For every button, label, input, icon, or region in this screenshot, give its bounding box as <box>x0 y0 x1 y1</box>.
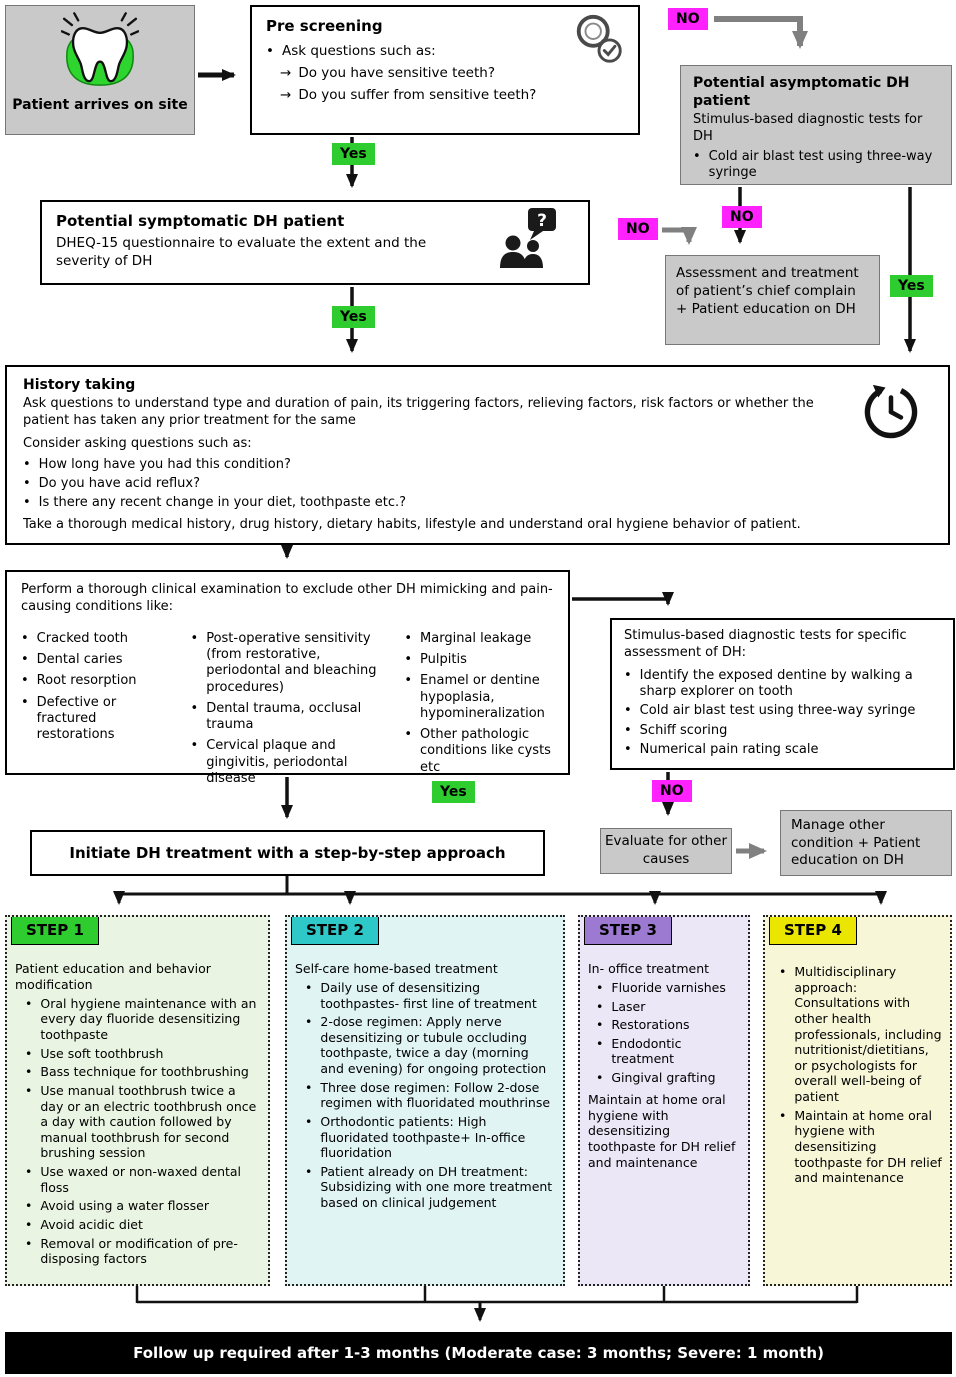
history-bullet-2: • Do you have acid reflux? <box>38 476 201 492</box>
history-bullet-3: • Is there any recent change in your diet, toothpaste etc.? <box>38 495 407 511</box>
step-2-item: • Daily use of desensitizing toothpastes- first line of treatment <box>320 979 537 1011</box>
clinical-exam-box <box>5 570 570 786</box>
history-para-3: Take a thorough medical history, drug history, dietary habits, lifestyle and understand oral hygiene behavior of patient. <box>23 516 801 532</box>
step-2-intro: Self-care home-based treatment <box>295 961 498 976</box>
patient-arrives-label: Patient arrives on site <box>12 97 188 113</box>
diagnostic-bullet-2: • Cold air blast test using three-way syringe <box>639 703 916 719</box>
arrow-glyph: → <box>280 87 292 104</box>
clinical-item: • Pulpitis <box>420 652 467 668</box>
asymptomatic-bullet: • Cold air blast test using three-way syringe <box>693 149 939 182</box>
step-1-item: • Bass technique for toothbrushing <box>40 1064 249 1080</box>
step-3-item: • Gingival grafting <box>611 1070 716 1085</box>
symptomatic-box <box>40 200 590 285</box>
step-3-item: • Fluoride varnishes <box>611 979 726 995</box>
prescreening-bullet: • Ask questions such as: <box>281 43 436 59</box>
step-4-item: • Multidisciplinary approach: Consultations with other health professionals, including nutritionist/dietitians, or psychologists for overall well-being of patient <box>794 964 942 1104</box>
clinical-col-1 <box>21 626 177 792</box>
history-bullet-1: • How long have you had this condition? <box>38 456 291 472</box>
step-2-item: • Patient already on DH treatment: Subsidizing with one more treatment based on clinical judgement <box>320 1163 553 1210</box>
clinical-item: • Cracked tooth <box>36 630 128 646</box>
step-1-column <box>5 915 270 1286</box>
step-1-intro: Patient education and behavior modification <box>15 961 211 992</box>
prescreening-question-2: Do you suffer from sensitive teeth? <box>298 87 537 104</box>
step-1-item: • Oral hygiene maintenance with an every day fluoride desensitizing toothpaste <box>40 995 257 1042</box>
history-para-2: Consider asking questions such as: <box>23 435 252 451</box>
no-label-asymptomatic: NO <box>722 206 762 228</box>
step-4-column <box>763 915 952 1286</box>
assessment-box <box>665 255 880 345</box>
symptomatic-title: Potential symptomatic DH patient <box>56 212 345 230</box>
yes-label-clinical: Yes <box>432 781 475 803</box>
yes-label-prescreening: Yes <box>332 143 375 165</box>
clinical-item: • Enamel or dentine hypoplasia, hypomineralization <box>420 673 545 721</box>
tooth-icon <box>61 12 139 88</box>
prescreening-box <box>250 5 640 135</box>
assessment-text: Assessment and treatment of patient’s chief complain + Patient education on DH <box>676 265 859 318</box>
step-4-item: • Maintain at home oral hygiene with desensitizing toothpaste for DH relief and maintenance <box>794 1107 942 1186</box>
yes-label-asymptomatic: Yes <box>890 275 933 297</box>
step-2-column <box>285 915 565 1286</box>
step-1-badge: STEP 1 <box>11 916 99 945</box>
step-3-item: • Restorations <box>611 1017 690 1033</box>
diagnostic-bullet-3: • Schiff scoring <box>639 722 728 738</box>
step-2-badge: STEP 2 <box>291 916 379 945</box>
initiate-treatment-box <box>30 830 545 876</box>
history-taking-box <box>5 365 950 545</box>
step-3-column <box>578 915 750 1286</box>
diagnostic-bullet-4: • Numerical pain rating scale <box>639 741 819 757</box>
step-2-item: • 2-dose regimen: Apply nerve desensitizing or tubule occluding toothpaste, twice a day (morning and evening) for ongoing protection <box>320 1014 547 1076</box>
clinical-item: • Dental caries <box>36 652 123 668</box>
diagnostic-bullet-1: • Identify the exposed dentine by walking a sharp explorer on tooth <box>639 667 913 700</box>
yes-label-symptomatic: Yes <box>332 306 375 328</box>
follow-up-bar <box>5 1332 952 1374</box>
step-4-badge: STEP 4 <box>769 916 857 945</box>
step-1-item: • Use soft toothbrush <box>40 1045 164 1061</box>
step-1-item: • Use manual toothbrush twice a day or an electric toothbrush once a day with caution followed by manual toothbrush for second brushing session <box>40 1082 257 1161</box>
search-check-icon <box>570 11 628 67</box>
follow-up-text: Follow up required after 1-3 months (Moderate case: 3 months; Severe: 1 month) <box>133 1344 824 1362</box>
symptomatic-line: DHEQ-15 questionnaire to evaluate the extent and the severity of DH <box>56 235 427 270</box>
manage-text: Manage other condition + Patient education on DH <box>791 817 921 869</box>
evaluate-text: Evaluate for other causes <box>604 833 728 867</box>
manage-other-condition-box <box>780 810 952 876</box>
clinical-item: • Cervical plaque and gingivitis, periodontal disease <box>206 738 348 786</box>
people-question-icon <box>498 206 560 270</box>
history-title: History taking <box>23 377 136 393</box>
clinical-item: • Dental trauma, occlusal trauma <box>206 700 362 733</box>
step-1-item: • Use waxed or non-waxed dental floss <box>40 1164 242 1195</box>
svg-text:?: ? <box>537 211 547 231</box>
clinical-item: • Defective or fractured restorations <box>36 694 117 743</box>
step-1-item: • Avoid acidic diet <box>40 1216 143 1232</box>
diagnostic-tests-box <box>610 618 955 770</box>
step-2-item: • Three dose regimen: Follow 2-dose regimen with fluoridated mouthrinse <box>320 1079 551 1111</box>
no-label-prescreening: NO <box>668 8 708 30</box>
diagnostic-title: Stimulus-based diagnostic tests for specific assessment of DH: <box>624 628 907 660</box>
step-1-item: • Removal or modification of pre-disposing factors <box>40 1235 238 1267</box>
clinical-columns <box>21 626 554 792</box>
no-label-symptomatic: NO <box>618 218 658 240</box>
no-label-diagnostic: NO <box>652 780 692 802</box>
clinical-item: • Marginal leakage <box>420 630 532 646</box>
step-3-badge: STEP 3 <box>584 916 672 945</box>
clinical-col-2 <box>191 626 391 792</box>
asymptomatic-box <box>680 65 952 185</box>
clinical-item: • Other pathologic conditions like cysts etc <box>420 727 551 775</box>
history-para-1: Ask questions to understand type and duration of pain, its triggering factors, relieving factors, risk factors or whether the patient has taken any prior treatment for the same <box>23 396 814 428</box>
clinical-item: • Root resorption <box>36 673 137 689</box>
step-2-item: • Orthodontic patients: High fluoridated toothpaste+ In-office fluoridation <box>320 1113 526 1161</box>
asymptomatic-line: Stimulus-based diagnostic tests for DH <box>693 112 923 145</box>
prescreening-title: Pre screening <box>266 17 383 35</box>
step-3-footer: Maintain at home oral hygiene with desensitizing toothpaste for DH relief and maintenance <box>588 1091 736 1171</box>
clinical-item: • Post-operative sensitivity (from restorative, periodontal and bleaching procedures) <box>206 630 377 695</box>
patient-arrives-box <box>5 5 195 135</box>
prescreening-question-1: Do you have sensitive teeth? <box>298 64 495 81</box>
step-3-intro: In- office treatment <box>588 961 710 976</box>
asymptomatic-title: Potential asymptomatic DH patient <box>693 75 910 110</box>
clinical-title: Perform a thorough clinical examination to exclude other DH mimicking and pain-causing conditions like: <box>21 582 553 614</box>
initiate-treatment-text: Initiate DH treatment with a step-by-step approach <box>69 844 506 862</box>
step-1-item: • Avoid using a water flosser <box>40 1198 209 1214</box>
step-3-item: • Laser <box>611 998 646 1014</box>
evaluate-other-causes-box <box>600 828 732 874</box>
clinical-col-3 <box>404 626 554 792</box>
step-3-item: • Endodontic treatment <box>611 1035 682 1067</box>
arrow-glyph: → <box>280 64 292 81</box>
history-clock-icon <box>862 383 920 441</box>
